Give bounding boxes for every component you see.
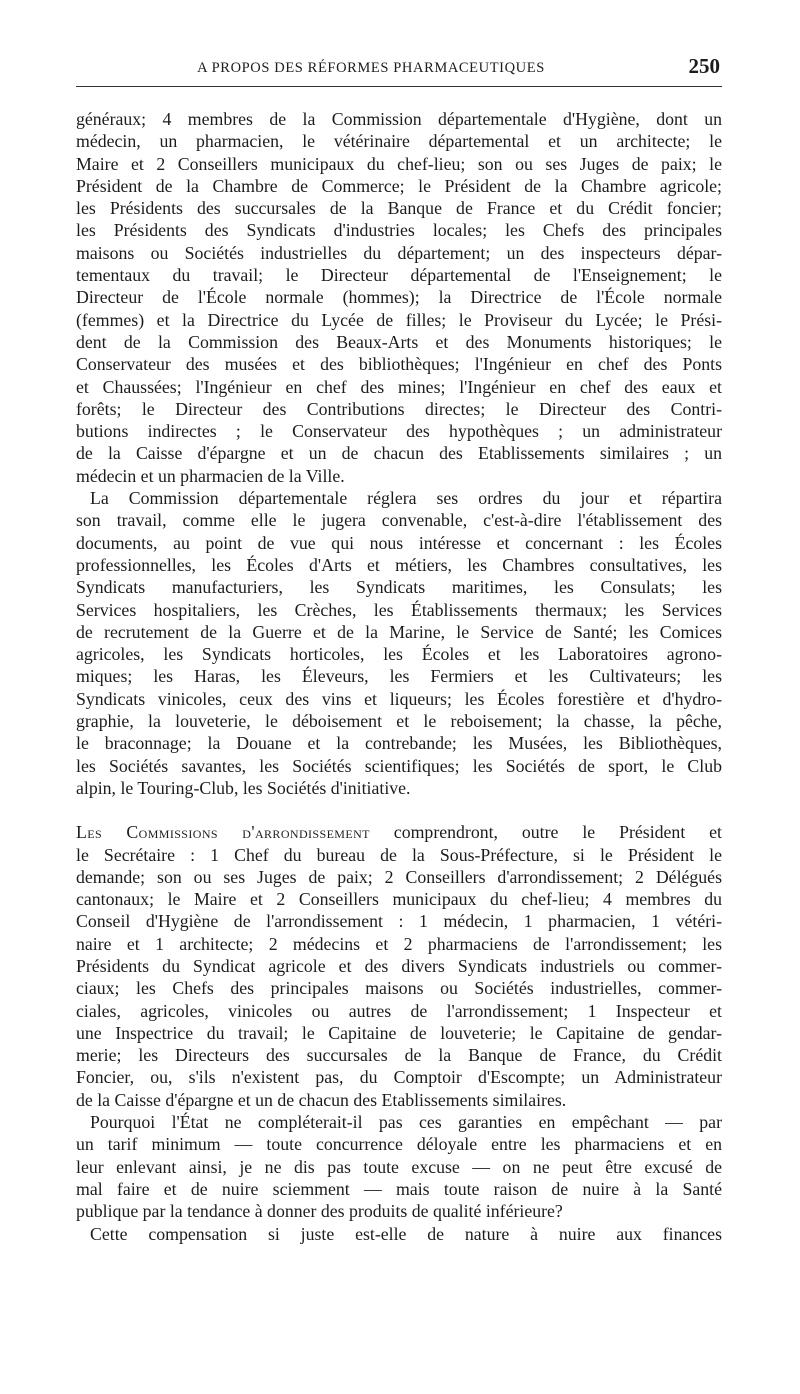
body-text	[76, 108, 722, 1245]
text-line-rest: comprendront, outre le Président et	[369, 822, 722, 843]
text-line: demande; son ou ses Juges de paix; 2 Conseillers d'arrondissement; 2 Délégués	[76, 866, 722, 887]
text-line: Syndicats vinicoles, ceux des vins et liqueurs; les Écoles forestière et d'hydro-	[76, 688, 722, 709]
text-line: leur enlevant ainsi, je ne dis pas toute excuse — on ne peut être excusé de	[76, 1156, 722, 1177]
text-line: Directeur de l'École normale (hommes); la Directrice de l'École normale	[76, 287, 722, 308]
text-line: La Commission départementale réglera ses ordres du jour et répartira	[90, 488, 722, 509]
paragraph-2	[76, 487, 722, 799]
header-rule	[76, 86, 722, 87]
text-line: Syndicats manufacturiers, les Syndicats maritimes, les Consulats; les	[76, 577, 722, 598]
text-line: le Secrétaire : 1 Chef du bureau de la Sous-Préfecture, si le Président le	[76, 844, 722, 865]
paragraph-1	[76, 108, 722, 487]
text-line: médecin et un pharmacien de la Ville.	[76, 465, 345, 486]
text-line: son travail, comme elle le jugera convenable, c'est-à-dire l'établissement des	[76, 510, 722, 531]
text-line: graphie, la louveterie, le déboisement et le reboisement; la chasse, la pêche,	[76, 711, 722, 732]
text-line: de la Caisse d'épargne et un de chacun des Etablissements similaires ; un	[76, 443, 722, 464]
text-line: les Présidents des Syndicats d'industries locales; les Chefs des principales	[76, 220, 722, 241]
paragraph-5	[76, 1223, 722, 1245]
text-line: (femmes) et la Directrice du Lycée de filles; le Proviseur du Lycée; le Prési-	[76, 309, 722, 330]
text-line: et Chaussées; l'Ingénieur en chef des mines; l'Ingénieur en chef des eaux et	[76, 376, 722, 397]
text-line: cantonaux; le Maire et 2 Conseillers municipaux du chef-lieu; 4 membres du	[76, 889, 722, 910]
text-line: Cette compensation si juste est-elle de nature à nuire aux finances	[90, 1223, 722, 1244]
text-line: médecin, un pharmacien, le vétérinaire départemental et un architecte; le	[76, 131, 722, 152]
section-lead: Les Commissions d'arrondissement	[76, 822, 370, 843]
text-line: merie; les Directeurs des succursales de la Banque de France, du Crédit	[76, 1045, 722, 1066]
text-line: tementaux du travail; le Directeur départemental de l'Enseignement; le	[76, 265, 722, 286]
text-line: ciaux; les Chefs des principales maisons ou Sociétés industrielles, commer-	[76, 978, 722, 999]
text-line: généraux; 4 membres de la Commission départementale d'Hygiène, dont un	[76, 109, 722, 129]
text-line: les Présidents des succursales de la Banque de France et du Crédit foncier;	[76, 198, 722, 219]
text-line: dent de la Commission des Beaux-Arts et des Monuments historiques; le	[76, 331, 722, 352]
text-line: agricoles, les Syndicats horticoles, les Écoles et les Laboratoires agrono-	[76, 644, 722, 665]
text-line: mal faire et de nuire sciemment — mais toute raison de nuire à la Santé	[76, 1178, 722, 1199]
text-line: miques; les Haras, les Éleveurs, les Fermiers et les Cultivateurs; les	[76, 666, 722, 687]
text-line: maisons ou Sociétés industrielles du département; un des inspecteurs dépar-	[76, 242, 722, 263]
text-line: de recrutement de la Guerre et de la Marine, le Service de Santé; les Comices	[76, 621, 722, 642]
text-line: les Sociétés savantes, les Sociétés scientifiques; les Sociétés de sport, le Club	[76, 755, 722, 776]
text-line: forêts; le Directeur des Contributions directes; le Directeur des Contri-	[76, 398, 722, 419]
text-line: Conseil d'Hygiène de l'arrondissement : 1 médecin, 1 pharmacien, 1 vétéri-	[76, 911, 722, 932]
text-line: Maire et 2 Conseillers municipaux du chef-lieu; son ou ses Juges de paix; le	[76, 153, 722, 174]
running-title: A PROPOS DES RÉFORMES PHARMACEUTIQUES	[197, 60, 545, 76]
text-line: Présidents du Syndicat agricole et des divers Syndicats industriels ou commer-	[76, 955, 722, 976]
paragraph-4	[76, 1111, 722, 1222]
text-line: Foncier, ou, s'ils n'existent pas, du Comptoir d'Escompte; un Administrateur	[76, 1067, 722, 1088]
paragraph-3	[76, 821, 722, 1111]
text-line: butions indirectes ; le Conservateur des hypothèques ; un administrateur	[76, 421, 722, 442]
text-line: publique par la tendance à donner des produits de qualité inférieure?	[76, 1201, 563, 1222]
paragraph-gap	[76, 799, 722, 821]
text-line: Président de la Chambre de Commerce; le Président de la Chambre agricole;	[76, 175, 722, 196]
text-line: alpin, le Touring-Club, les Sociétés d'initiative.	[76, 777, 411, 798]
text-line: Services hospitaliers, les Crèches, les Établissements thermaux; les Services	[76, 599, 722, 620]
page-number: 250	[688, 54, 720, 78]
text-line: naire et 1 architecte; 2 médecins et 2 pharmaciens de l'arrondissement; les	[76, 933, 722, 954]
text-line: Conservateur des musées et des bibliothèques; l'Ingénieur en chef des Ponts	[76, 354, 722, 375]
text-line	[76, 821, 722, 843]
text-line: de la Caisse d'épargne et un de chacun des Etablissements similaires.	[76, 1089, 567, 1110]
text-line: ciales, agricoles, vinicoles ou autres de l'arrondissement; 1 Inspecteur et	[76, 1000, 722, 1021]
text-line: le braconnage; la Douane et la contrebande; les Musées, les Bibliothèques,	[76, 733, 722, 754]
text-line: Pourquoi l'État ne compléterait-il pas ces garanties en empêchant — par	[90, 1112, 722, 1133]
text-line: professionnelles, les Écoles d'Arts et métiers, les Chambres consultatives, les	[76, 554, 722, 575]
text-line: un tarif minimum — toute concurrence déloyale entre les pharmaciens et en	[76, 1134, 722, 1155]
text-line: documents, au point de vue qui nous intéresse et concernant : les Écoles	[76, 532, 722, 553]
running-header	[76, 50, 726, 82]
text-line: une Inspectrice du travail; le Capitaine de louveterie; le Capitaine de gendar-	[76, 1022, 722, 1043]
